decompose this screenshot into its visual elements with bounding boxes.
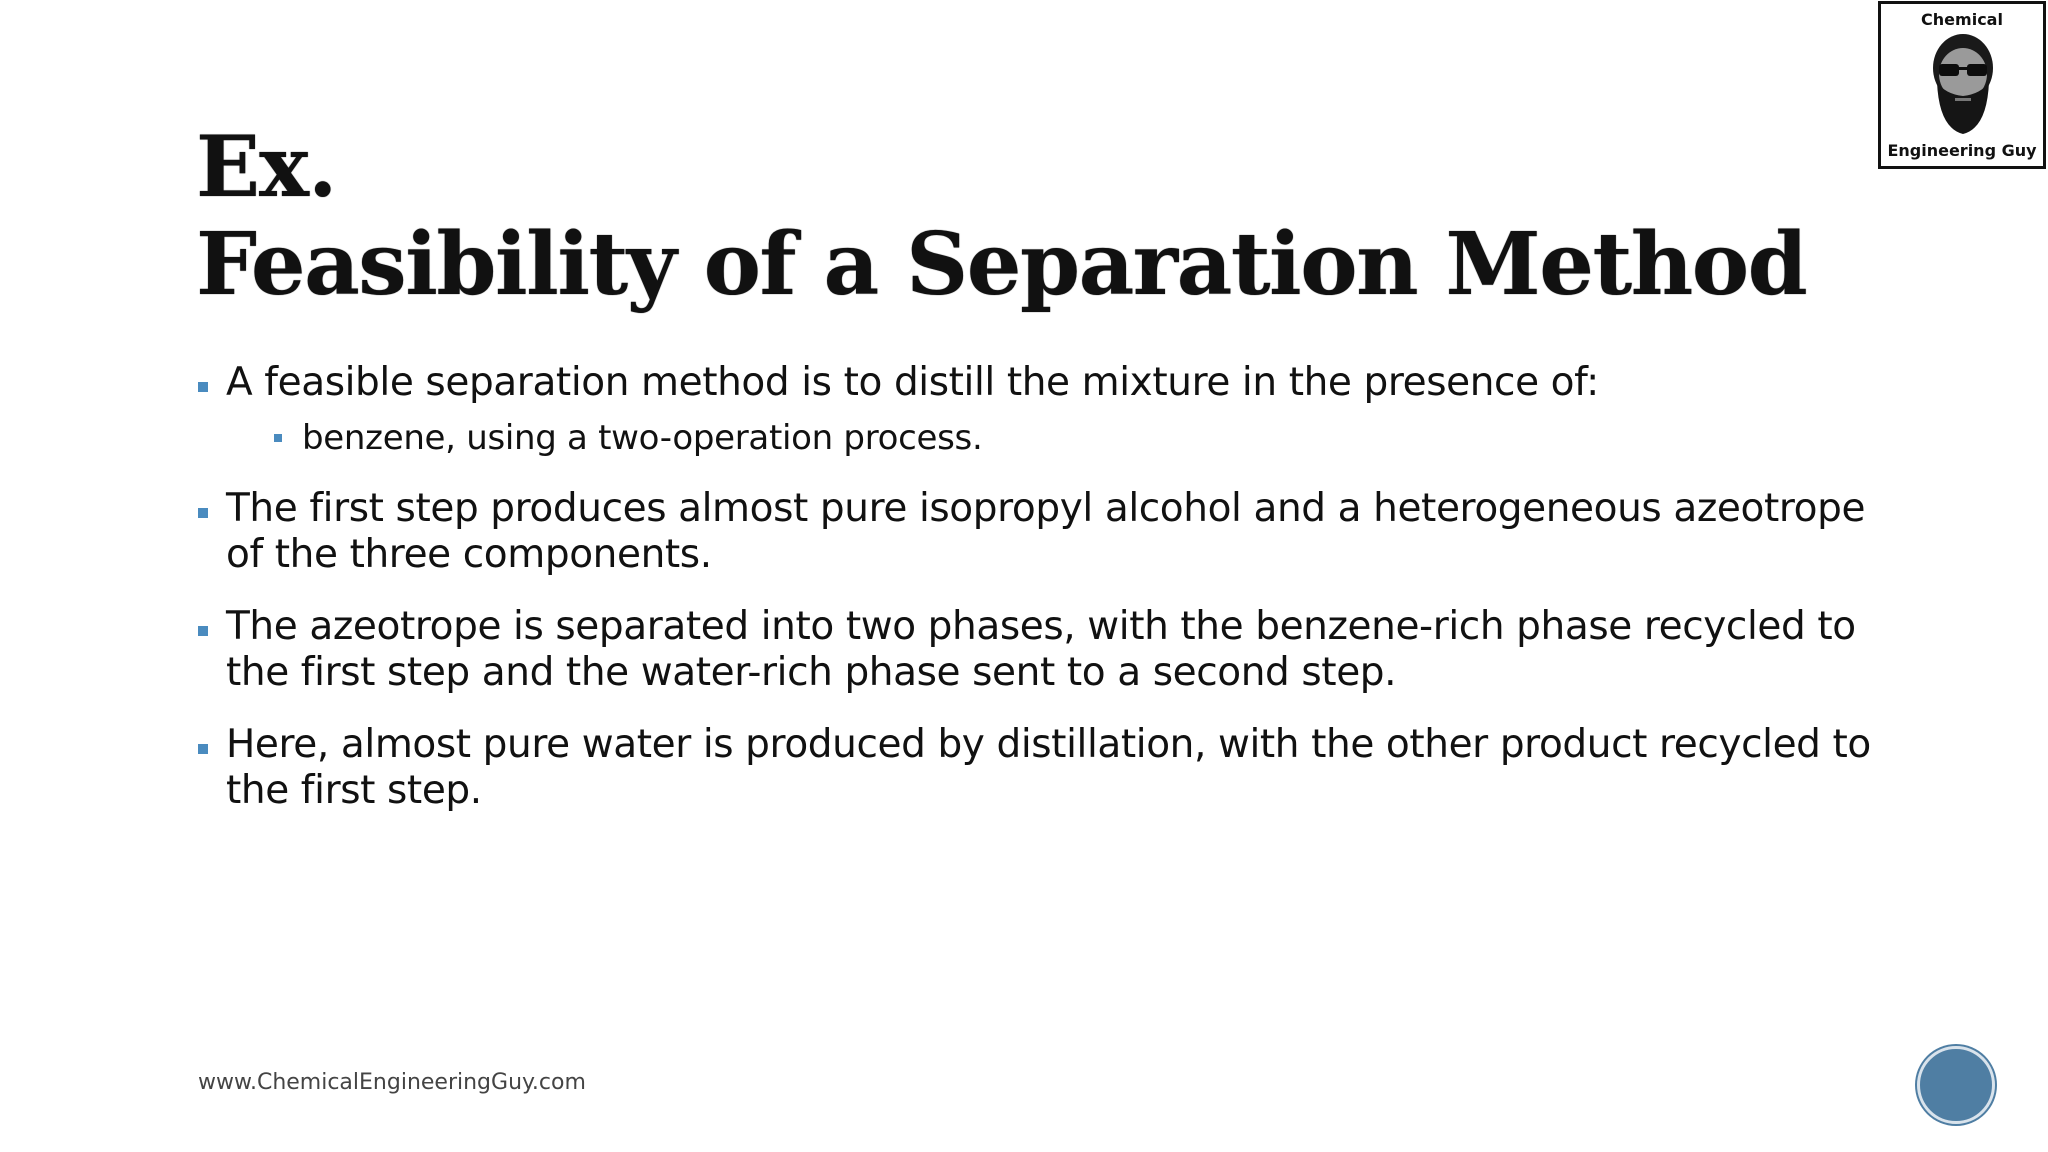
slide-nav-button[interactable] [1917, 1046, 1995, 1124]
sub-bullet-text: benzene, using a two-operation process. [302, 418, 983, 458]
bullet-text: A feasible separation method is to distill the mixture in the presence of: [226, 360, 1599, 405]
sub-bullet-item [272, 416, 1876, 460]
logo-bottom-text: Engineering Guy [1887, 141, 2037, 160]
bullet-item [196, 360, 1876, 460]
bullet-text: The first step produces almost pure isopropyl alcohol and a heterogeneous azeotrope of the three components. [226, 486, 1866, 577]
bullet-text: The azeotrope is separated into two phases, with the benzene-rich phase recycled to the first step and the water-rich phase sent to a second step. [226, 604, 1856, 695]
bearded-guy-icon [1925, 30, 2001, 142]
bullet-item [196, 486, 1876, 578]
title-line-2: Feasibility of a Separation Method [196, 214, 1807, 315]
title-line-1: Ex. [196, 117, 337, 216]
bullet-item [196, 722, 1876, 814]
footer-url: www.ChemicalEngineeringGuy.com [198, 1070, 586, 1095]
bullet-item [196, 604, 1876, 696]
brand-logo [1878, 1, 2046, 169]
bullet-list [196, 360, 1876, 840]
bullet-text: Here, almost pure water is produced by distillation, with the other product recycled to the first step. [226, 722, 1871, 813]
slide-title [196, 118, 1806, 314]
logo-top-text: Chemical [1921, 10, 2003, 29]
